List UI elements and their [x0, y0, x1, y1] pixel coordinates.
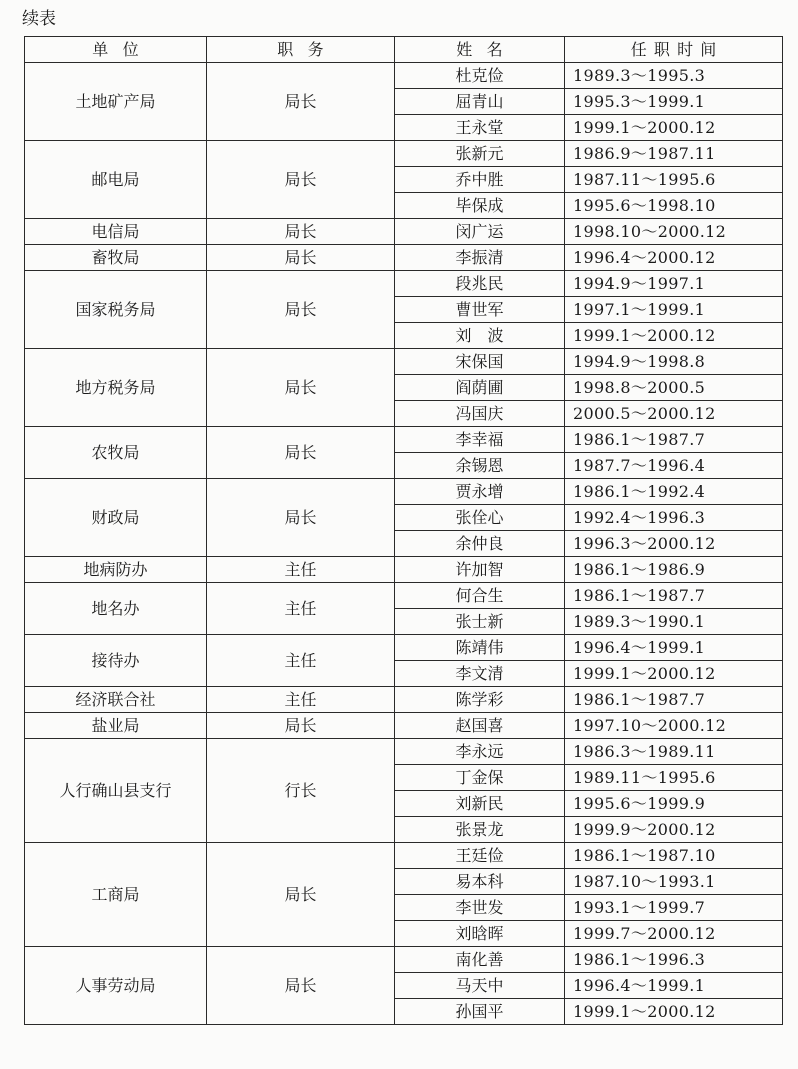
name-cell: 许加智 [395, 557, 565, 583]
unit-cell: 农牧局 [25, 427, 207, 479]
period-cell: 1998.10～2000.12 [565, 219, 783, 245]
period-cell: 1986.1～1987.7 [565, 427, 783, 453]
name-cell: 李文清 [395, 661, 565, 687]
unit-cell: 国家税务局 [25, 271, 207, 349]
period-cell: 1999.1～2000.12 [565, 661, 783, 687]
unit-cell: 电信局 [25, 219, 207, 245]
period-cell: 1989.3～1990.1 [565, 609, 783, 635]
title-cell: 局长 [207, 713, 395, 739]
title-cell: 主任 [207, 635, 395, 687]
period-cell: 1996.4～1999.1 [565, 973, 783, 999]
name-cell: 南化善 [395, 947, 565, 973]
period-cell: 1987.11～1995.6 [565, 167, 783, 193]
period-cell: 1999.1～2000.12 [565, 999, 783, 1025]
period-cell: 1997.10～2000.12 [565, 713, 783, 739]
header-unit: 单位 [25, 37, 207, 63]
name-cell: 陈靖伟 [395, 635, 565, 661]
name-cell: 闵广运 [395, 219, 565, 245]
period-cell: 1993.1～1999.7 [565, 895, 783, 921]
period-cell: 1996.3～2000.12 [565, 531, 783, 557]
officials-table [24, 36, 783, 1025]
period-cell: 1987.10～1993.1 [565, 869, 783, 895]
unit-cell: 工商局 [25, 843, 207, 947]
period-cell: 1996.4～1999.1 [565, 635, 783, 661]
table-row [25, 583, 783, 609]
name-cell: 杜克俭 [395, 63, 565, 89]
period-cell: 1999.9～2000.12 [565, 817, 783, 843]
title-cell: 局长 [207, 427, 395, 479]
unit-cell: 人行确山县支行 [25, 739, 207, 843]
period-cell: 1986.1～1987.10 [565, 843, 783, 869]
period-cell: 1989.11～1995.6 [565, 765, 783, 791]
name-cell: 屈青山 [395, 89, 565, 115]
table-row [25, 349, 783, 375]
name-cell: 李永远 [395, 739, 565, 765]
table-body [25, 63, 783, 1025]
title-cell: 主任 [207, 583, 395, 635]
header-period: 任职时间 [565, 37, 783, 63]
table-row [25, 635, 783, 661]
name-cell: 李幸福 [395, 427, 565, 453]
name-cell: 段兆民 [395, 271, 565, 297]
title-cell: 局长 [207, 349, 395, 427]
table-row [25, 141, 783, 167]
period-cell: 1986.1～1987.7 [565, 583, 783, 609]
name-cell: 刘新民 [395, 791, 565, 817]
unit-cell: 接待办 [25, 635, 207, 687]
unit-cell: 畜牧局 [25, 245, 207, 271]
table-row [25, 271, 783, 297]
name-cell: 丁金保 [395, 765, 565, 791]
period-cell: 1986.1～1986.9 [565, 557, 783, 583]
period-cell: 1994.9～1997.1 [565, 271, 783, 297]
period-cell: 1999.1～2000.12 [565, 115, 783, 141]
title-cell: 局长 [207, 219, 395, 245]
name-cell: 余锡恩 [395, 453, 565, 479]
unit-cell: 地方税务局 [25, 349, 207, 427]
period-cell: 2000.5～2000.12 [565, 401, 783, 427]
name-cell: 何合生 [395, 583, 565, 609]
unit-cell: 地名办 [25, 583, 207, 635]
title-cell: 局长 [207, 843, 395, 947]
name-cell: 张佺心 [395, 505, 565, 531]
period-cell: 1986.1～1987.7 [565, 687, 783, 713]
name-cell: 张景龙 [395, 817, 565, 843]
name-cell: 冯国庆 [395, 401, 565, 427]
table-row [25, 843, 783, 869]
period-cell: 1986.1～1992.4 [565, 479, 783, 505]
unit-cell: 地病防办 [25, 557, 207, 583]
period-cell: 1986.9～1987.11 [565, 141, 783, 167]
table-row [25, 687, 783, 713]
name-cell: 张士新 [395, 609, 565, 635]
name-cell: 张新元 [395, 141, 565, 167]
unit-cell: 财政局 [25, 479, 207, 557]
title-cell: 主任 [207, 557, 395, 583]
name-cell: 阎荫圃 [395, 375, 565, 401]
table-row [25, 63, 783, 89]
period-cell: 1995.3～1999.1 [565, 89, 783, 115]
period-cell: 1996.4～2000.12 [565, 245, 783, 271]
name-cell: 李世发 [395, 895, 565, 921]
name-cell: 乔中胜 [395, 167, 565, 193]
header-row [25, 37, 783, 63]
table-row [25, 713, 783, 739]
unit-cell: 人事劳动局 [25, 947, 207, 1025]
name-cell: 易本科 [395, 869, 565, 895]
header-name: 姓名 [395, 37, 565, 63]
header-title: 职务 [207, 37, 395, 63]
name-cell: 赵国喜 [395, 713, 565, 739]
name-cell: 余仲良 [395, 531, 565, 557]
name-cell: 曹世军 [395, 297, 565, 323]
title-cell: 局长 [207, 947, 395, 1025]
table-caption: 续表 [22, 9, 56, 29]
period-cell: 1986.1～1996.3 [565, 947, 783, 973]
table-row [25, 245, 783, 271]
title-cell: 局长 [207, 479, 395, 557]
period-cell: 1992.4～1996.3 [565, 505, 783, 531]
name-cell: 王永堂 [395, 115, 565, 141]
title-cell: 局长 [207, 63, 395, 141]
period-cell: 1995.6～1998.10 [565, 193, 783, 219]
period-cell: 1999.1～2000.12 [565, 323, 783, 349]
table-row [25, 219, 783, 245]
name-cell: 贾永增 [395, 479, 565, 505]
table-row [25, 427, 783, 453]
name-cell: 宋保国 [395, 349, 565, 375]
period-cell: 1999.7～2000.12 [565, 921, 783, 947]
title-cell: 局长 [207, 271, 395, 349]
table-row [25, 557, 783, 583]
period-cell: 1987.7～1996.4 [565, 453, 783, 479]
title-cell: 局长 [207, 141, 395, 219]
table-row [25, 479, 783, 505]
name-cell: 孙国平 [395, 999, 565, 1025]
period-cell: 1998.8～2000.5 [565, 375, 783, 401]
name-cell: 李振清 [395, 245, 565, 271]
unit-cell: 土地矿产局 [25, 63, 207, 141]
title-cell: 行长 [207, 739, 395, 843]
period-cell: 1994.9～1998.8 [565, 349, 783, 375]
period-cell: 1986.3～1989.11 [565, 739, 783, 765]
name-cell: 刘 波 [395, 323, 565, 349]
unit-cell: 邮电局 [25, 141, 207, 219]
name-cell: 毕保成 [395, 193, 565, 219]
name-cell: 陈学彩 [395, 687, 565, 713]
period-cell: 1997.1～1999.1 [565, 297, 783, 323]
name-cell: 刘晗晖 [395, 921, 565, 947]
table-row [25, 739, 783, 765]
unit-cell: 经济联合社 [25, 687, 207, 713]
title-cell: 主任 [207, 687, 395, 713]
title-cell: 局长 [207, 245, 395, 271]
period-cell: 1989.3～1995.3 [565, 63, 783, 89]
name-cell: 马天中 [395, 973, 565, 999]
period-cell: 1995.6～1999.9 [565, 791, 783, 817]
table-row [25, 947, 783, 973]
name-cell: 王廷俭 [395, 843, 565, 869]
unit-cell: 盐业局 [25, 713, 207, 739]
